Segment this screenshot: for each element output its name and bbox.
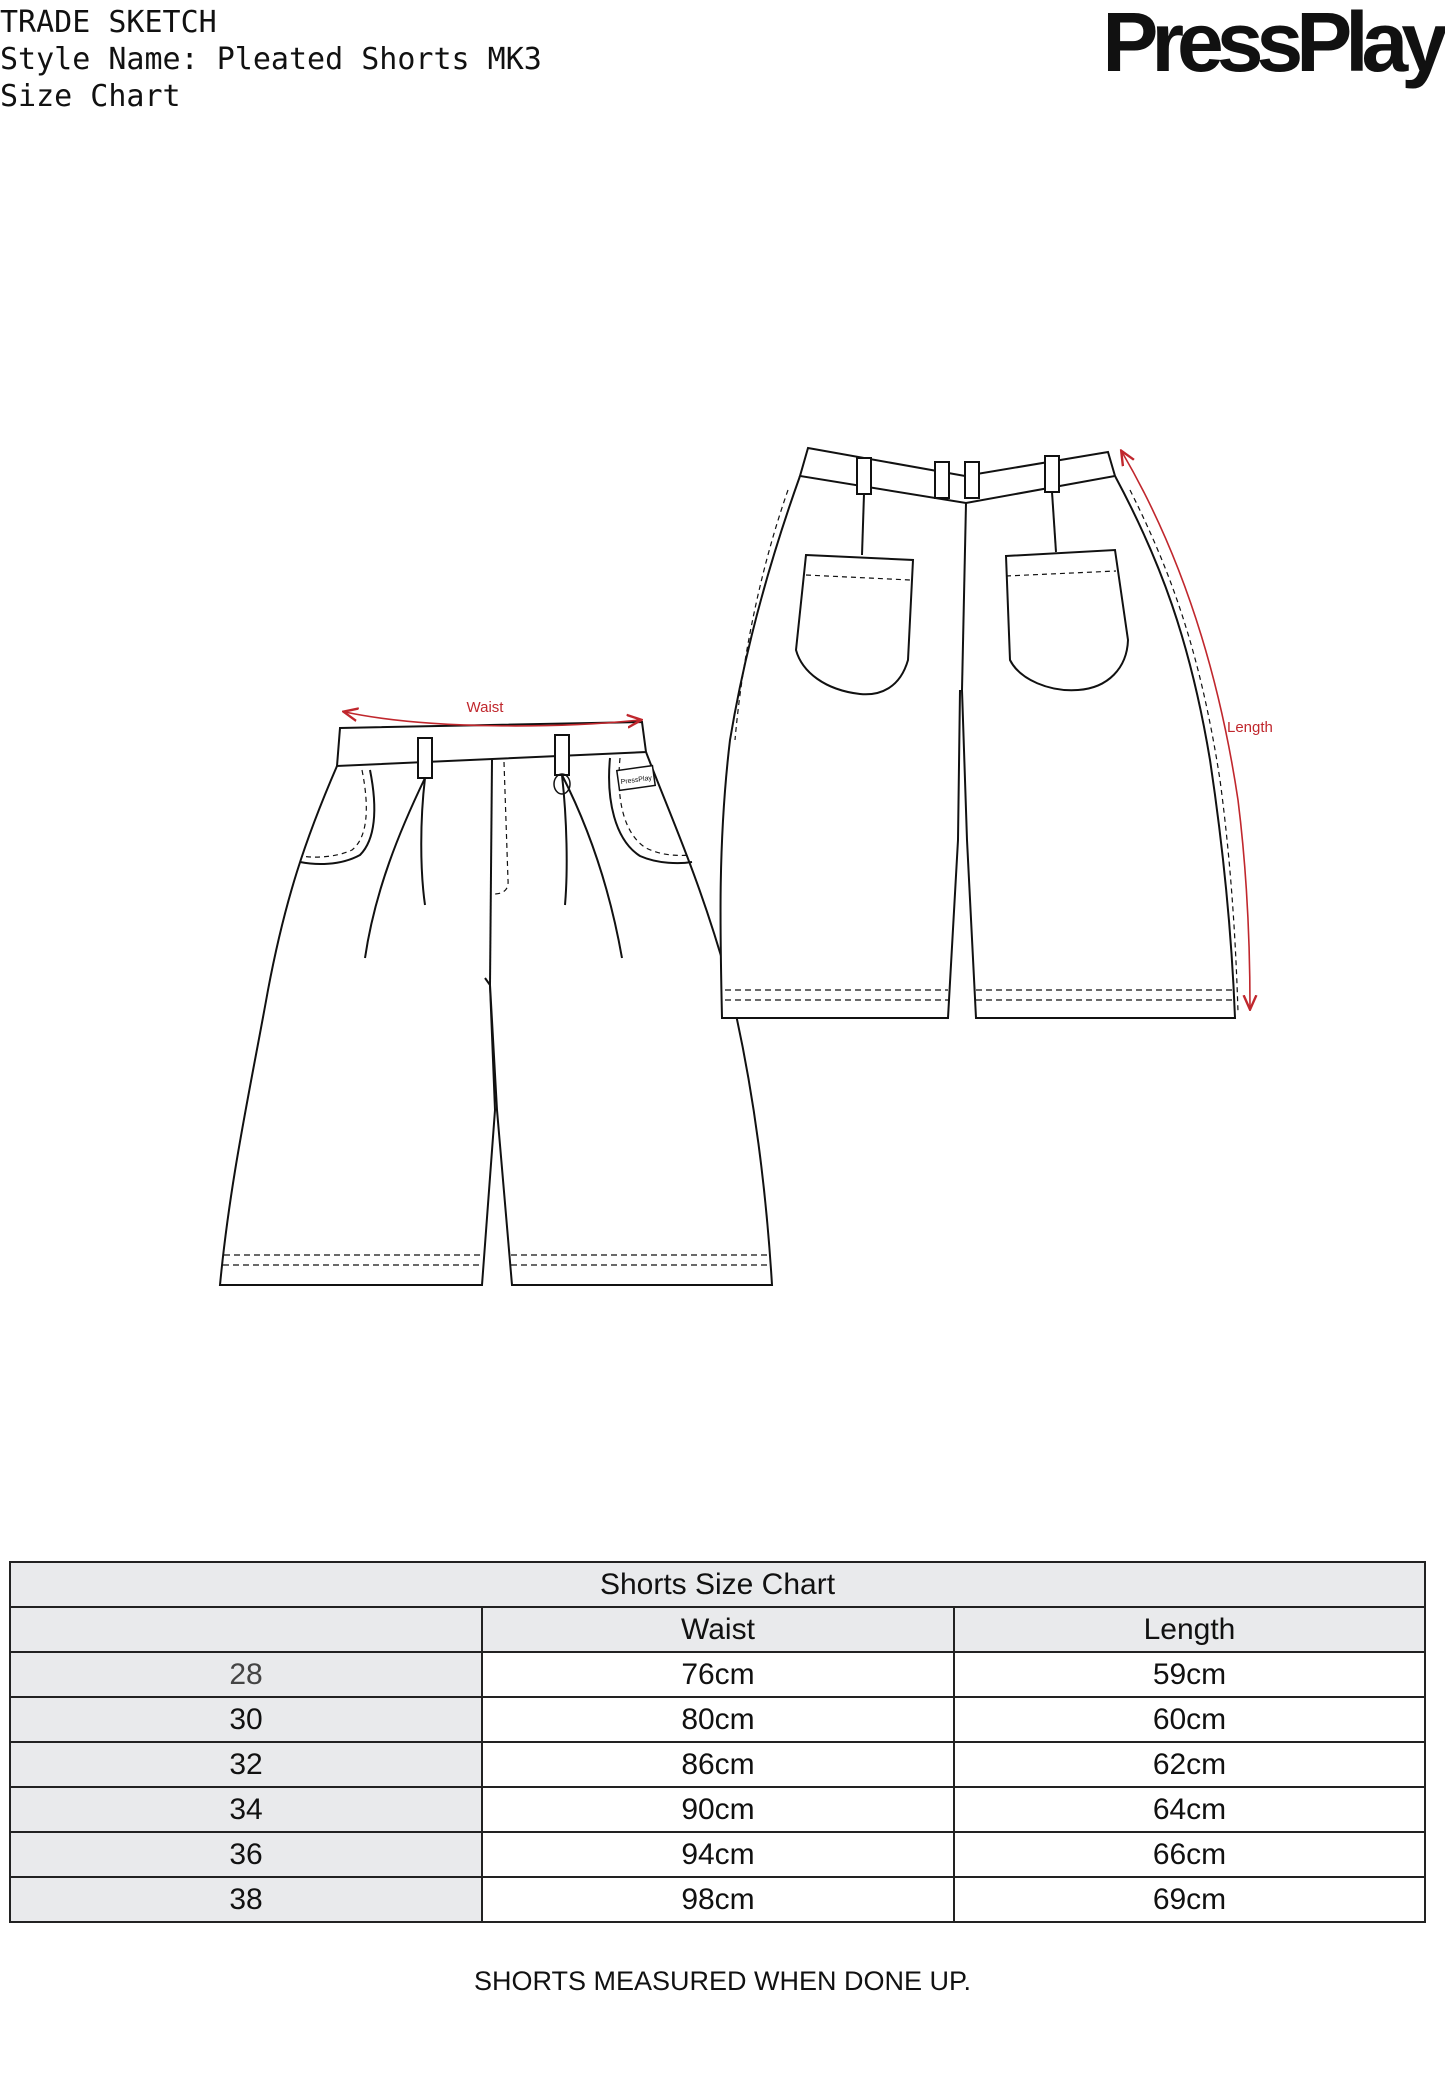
table-row: [10, 1742, 1425, 1787]
column-header-length: Length: [954, 1607, 1425, 1652]
waist-cell: 86cm: [482, 1742, 954, 1787]
size-cell: 28: [10, 1652, 482, 1697]
table-row: [10, 1877, 1425, 1922]
column-header-waist: Waist: [482, 1607, 954, 1652]
table-row: [10, 1787, 1425, 1832]
brand-logo: PressPlay: [1102, 0, 1441, 89]
size-cell: 30: [10, 1697, 482, 1742]
header-trade-sketch: TRADE SKETCH: [0, 5, 217, 40]
length-cell: 64cm: [954, 1787, 1425, 1832]
length-cell: 60cm: [954, 1697, 1425, 1742]
length-cell: 69cm: [954, 1877, 1425, 1922]
waist-cell: 76cm: [482, 1652, 954, 1697]
waist-cell: 80cm: [482, 1697, 954, 1742]
waist-cell: 98cm: [482, 1877, 954, 1922]
size-chart-header-row: [10, 1607, 1425, 1652]
measurement-note: SHORTS MEASURED WHEN DONE UP.: [473, 1966, 972, 1996]
size-cell: 38: [10, 1877, 482, 1922]
front-view-shorts: [220, 722, 772, 1285]
length-cell: 59cm: [954, 1652, 1425, 1697]
size-chart-title-row: [10, 1562, 1425, 1607]
table-row: [10, 1652, 1425, 1697]
length-label: Length: [1227, 719, 1273, 736]
size-cell: 32: [10, 1742, 482, 1787]
waist-cell: 94cm: [482, 1832, 954, 1877]
length-cell: 66cm: [954, 1832, 1425, 1877]
waist-cell: 90cm: [482, 1787, 954, 1832]
header-style-name: Style Name: Pleated Shorts MK3: [0, 42, 542, 77]
column-header-size: [10, 1607, 482, 1652]
length-cell: 62cm: [954, 1742, 1425, 1787]
table-row: [10, 1832, 1425, 1877]
brand-label-text: PressPlay: [620, 774, 653, 787]
waist-label: Waist: [466, 699, 504, 716]
brand-label-patch: [617, 766, 655, 791]
size-chart-title: Shorts Size Chart: [10, 1562, 1425, 1607]
back-view-shorts: [720, 448, 1238, 1018]
size-cell: 34: [10, 1787, 482, 1832]
header-size-chart: Size Chart: [0, 79, 181, 114]
size-cell: 36: [10, 1832, 482, 1877]
table-row: [10, 1697, 1425, 1742]
size-chart-table: [9, 1561, 1424, 1923]
waist-measurement: [345, 699, 640, 726]
